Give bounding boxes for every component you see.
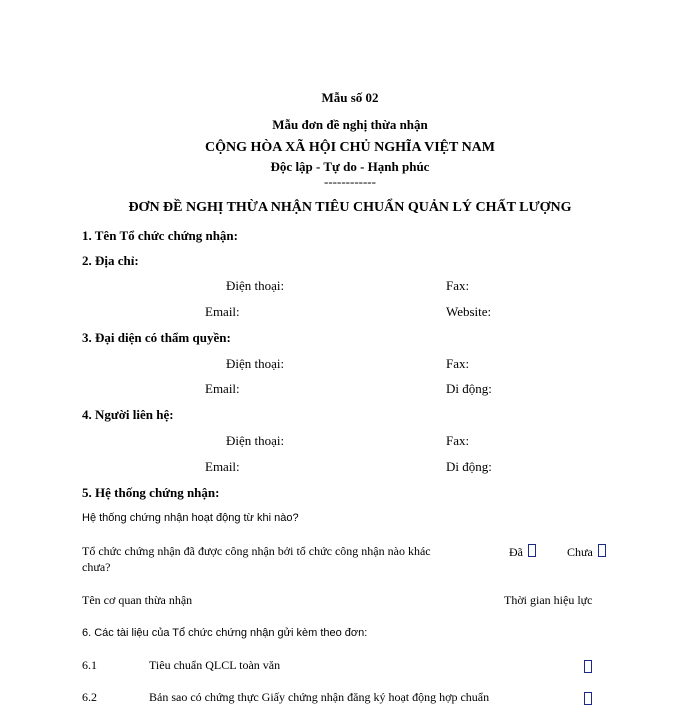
document-title: ĐƠN ĐỀ NGHỊ THỪA NHẬN TIÊU CHUẨN QUẢN LÝ CHẤT LƯỢNG [128, 200, 572, 215]
yes-checkbox[interactable] [528, 544, 536, 557]
attachment-number: 6.2 [82, 690, 97, 704]
rep-email-label: Email: [205, 381, 240, 396]
section-3-heading: 3. Đại diện có thẩm quyền: [82, 330, 231, 345]
address-email-label: Email: [205, 304, 240, 319]
country-name: CỘNG HÒA XÃ HỘI CHỦ NGHĨA VIỆT NAM [204, 140, 495, 155]
section-2-heading: 2. Địa chỉ: [82, 253, 139, 268]
attachment-2-checkbox[interactable] [584, 691, 592, 709]
form-number: Mẫu số 02 [321, 90, 379, 105]
address-phone-label: Điện thoại: [226, 278, 285, 293]
address-website-label: Website: [446, 304, 492, 319]
section-1-heading: 1. Tên Tổ chức chứng nhận: [82, 228, 238, 243]
rep-fax-label: Fax: [446, 356, 470, 371]
attachment-number: 6.1 [82, 658, 97, 672]
contact-email-label: Email: [205, 459, 240, 474]
checkbox-icon [584, 660, 592, 673]
attachment-1-checkbox[interactable] [584, 659, 592, 677]
section-5-heading: 5. Hệ thống chứng nhận: [82, 485, 220, 500]
option-no[interactable] [567, 544, 606, 560]
form-name: Mẫu đơn đề nghị thừa nhận [272, 117, 428, 132]
attachment-text: Tiêu chuẩn QLCL toàn văn [149, 658, 281, 672]
agency-name-label: Tên cơ quan thừa nhận [82, 593, 193, 607]
operation-since-question: Hệ thống chứng nhận hoạt động từ khi nào? [82, 512, 299, 524]
option-yes[interactable] [509, 544, 536, 560]
checkbox-icon [584, 692, 592, 705]
section-6-heading: 6. Các tài liệu của Tổ chức chứng nhận gửi kèm theo đơn: [82, 627, 368, 639]
contact-phone-label: Điện thoại: [226, 433, 285, 448]
accreditation-question-line1: Tổ chức chứng nhận đã được công nhận bởi tổ chức công nhận nào khác [82, 544, 431, 558]
rep-phone-label: Điện thoại: [226, 356, 285, 371]
contact-fax-label: Fax: [446, 433, 470, 448]
contact-mobile-label: Di động: [446, 459, 492, 474]
attachment-text: Bản sao có chứng thực Giấy chứng nhận đăng ký hoạt động hợp chuẩn [149, 690, 490, 704]
national-motto: Độc lập - Tự do - Hạnh phúc [270, 159, 430, 174]
validity-period-label: Thời gian hiệu lực [504, 593, 593, 607]
accreditation-question-line2: chưa? [82, 560, 111, 574]
header-divider: ------------ [324, 174, 376, 189]
address-fax-label: Fax: [446, 278, 470, 293]
option-yes-label: Đã [509, 545, 523, 559]
no-checkbox[interactable] [598, 544, 606, 557]
rep-mobile-label: Di động: [446, 381, 492, 396]
option-no-label: Chưa [567, 545, 593, 559]
section-4-heading: 4. Người liên hệ: [82, 407, 174, 422]
